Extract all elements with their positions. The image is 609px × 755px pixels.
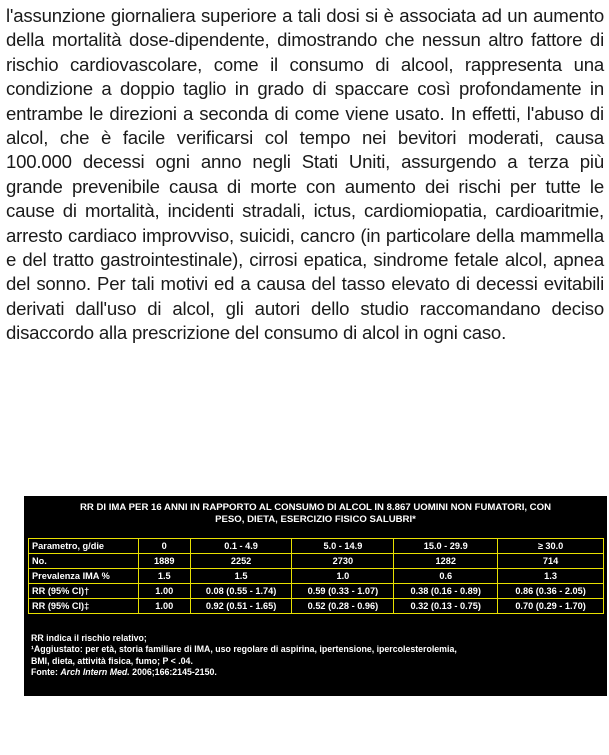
note-adjusted-cont: BMI, dieta, attività fisica, fumo; P < .04. [31, 655, 193, 666]
table-cell: Parametro, g/die [29, 539, 139, 554]
note-source [31, 667, 601, 678]
table-cell: 1.3 [498, 569, 604, 584]
figure-notes [31, 633, 601, 678]
body-paragraph: l'assunzione giornaliera superiore a tali dosi si è associata ad un aumento della mortalità dose-dipendente, dimostrando che nessun altro fattore di rischio cardiovascolare, come il consumo di alcool, rappresenta una condizione a doppio taglio in grado di spaccare così profondamente in entrambe le direzioni a seconda di come viene usato. In effetti, l'abuso di alcol, che è facile verificarsi col tempo nei bevitori moderati, causa 100.000 decessi ogni anno negli Stati Uniti, assurgendo a terza più grande prevenibile causa di morte con aumento dei rischi per tutte le cause di mortalità, incidenti stradali, ictus, cardiomiopatia, cardioaritmie, arresto cardiaco improvviso, suicidi, cancro (in particolare della mammella e del tratto gastrointestinale), cirrosi epatica, sindrome fetale alcol, apnea del sonno. Per tali motivi ed a causa del tasso elevato di decessi evitabili derivati dall'uso di alcol, gli autori dello studio raccomandano deciso disaccordo alla prescrizione del consumo di alcol in ogni caso. [6, 5, 604, 344]
table-cell: 1.00 [138, 599, 190, 614]
table-cell: ≥ 30.0 [498, 539, 604, 554]
table-cell: 0.1 - 4.9 [190, 539, 292, 554]
table-cell: 1282 [394, 554, 498, 569]
table-cell: 0 [138, 539, 190, 554]
table-cell: 2730 [292, 554, 394, 569]
table-cell: 1.00 [138, 584, 190, 599]
figure-title-line-2: PESO, DIETA, ESERCIZIO FISICO SALUBRI* [215, 514, 416, 525]
table-cell: 1.0 [292, 569, 394, 584]
table-cell: 1889 [138, 554, 190, 569]
table-row [29, 584, 604, 599]
note-adjusted: ¹Aggiustato: per età, storia familiare di IMA, uso regolare di aspirina, ipertensione, ipercolesterolemia, [31, 644, 457, 655]
figure-title-line-1: RR DI IMA PER 16 ANNI IN RAPPORTO AL CONSUMO DI ALCOL IN 8.867 UOMINI NON FUMATORI, CON [79, 502, 552, 513]
table-figure [24, 496, 607, 696]
table-cell: RR (95% CI)‡ [29, 599, 139, 614]
table-cell: 0.38 (0.16 - 0.89) [394, 584, 498, 599]
table-cell: Prevalenza IMA % [29, 569, 139, 584]
table-row [29, 569, 604, 584]
table-cell: 0.08 (0.55 - 1.74) [190, 584, 292, 599]
source-journal: Arch Intern Med. [60, 666, 130, 677]
table-cell: 5.0 - 14.9 [292, 539, 394, 554]
table-cell: 0.86 (0.36 - 2.05) [498, 584, 604, 599]
table-cell: 2252 [190, 554, 292, 569]
table-cell: 0.52 (0.28 - 0.96) [292, 599, 394, 614]
table-row [29, 554, 604, 569]
table-cell: 1.5 [138, 569, 190, 584]
table-cell: 15.0 - 29.9 [394, 539, 498, 554]
table-cell: 0.32 (0.13 - 0.75) [394, 599, 498, 614]
table-cell: RR (95% CI)† [29, 584, 139, 599]
table-row [29, 539, 604, 554]
table-row [29, 599, 604, 614]
table-cell: 0.6 [394, 569, 498, 584]
table-cell: 0.59 (0.33 - 1.07) [292, 584, 394, 599]
rr-table [28, 538, 604, 614]
table-cell: 0.92 (0.51 - 1.65) [190, 599, 292, 614]
table-cell: 0.70 (0.29 - 1.70) [498, 599, 604, 614]
source-citation: 2006;166:2145-2150. [129, 666, 217, 677]
table-cell: 714 [498, 554, 604, 569]
note-relative-risk: RR indica il rischio relativo; [31, 633, 147, 643]
table-cell: 1.5 [190, 569, 292, 584]
figure-title [30, 502, 601, 526]
source-prefix: Fonte: [31, 666, 61, 677]
table-cell: No. [29, 554, 139, 569]
